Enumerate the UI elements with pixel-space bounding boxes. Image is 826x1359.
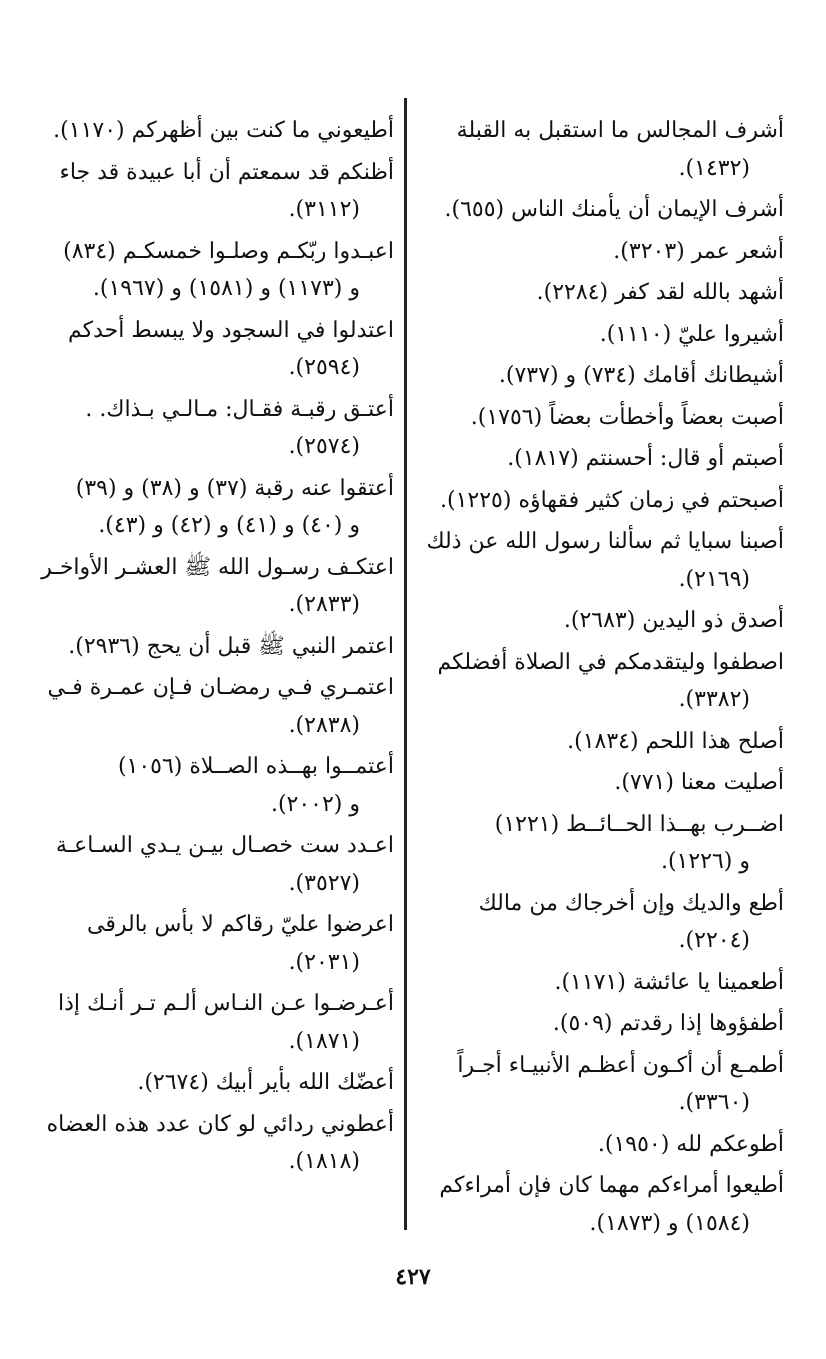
entry-text: اعتدلوا في السجود ولا يبسط أحدكم	[67, 317, 394, 343]
index-entry	[424, 112, 784, 187]
entry-text: أشهد بالله لقد كفر (٢٢٨٤).	[536, 280, 784, 305]
entry-text: أطيعوا أمراءكم مهما كان فإن أمراءكم	[439, 1173, 784, 1198]
index-entry	[424, 723, 784, 761]
entry-reference: و (١٢٢٦).	[660, 849, 750, 874]
entry-reference: (٢٥٧٤).	[288, 434, 360, 459]
index-entry	[424, 1126, 784, 1164]
index-entry	[40, 1064, 394, 1102]
entry-text: أظنكم قد سمعتم أن أبا عبيدة قد جاء	[59, 159, 394, 185]
column-divider	[404, 98, 407, 1230]
entry-reference: و (٢٠٠٢).	[270, 791, 360, 817]
entry-text: أطعمينا يا عائشة (١١٧١).	[554, 969, 784, 995]
entry-text: اضــرب بهــذا الحــائــط (١٢٢١)	[494, 811, 784, 837]
entry-text: اعـدد ست خصـال بيـن يـدي السـاعـة	[55, 833, 394, 858]
index-entry	[424, 440, 784, 478]
index-entry	[424, 482, 784, 520]
left-column	[40, 112, 394, 1231]
index-entry	[424, 357, 784, 395]
entry-reference: (١٨٧١).	[288, 1028, 360, 1054]
index-entry	[424, 523, 784, 598]
entry-text: أعتـق رقبـة فقـال: مـالـي بـذاك. .	[85, 396, 394, 422]
entry-reference: (٣١١٢).	[288, 197, 360, 222]
index-entry	[424, 964, 784, 1002]
entry-text: اعرضوا عليّ رقاكم لا بأس بالرقى	[87, 912, 394, 937]
entry-text: أشيروا عليّ (١١١٠).	[599, 321, 784, 347]
index-entry	[40, 628, 394, 666]
entry-text: أشرف المجالس ما استقبل به القبلة	[456, 118, 784, 143]
index-entry	[424, 644, 784, 719]
index-entry	[424, 1167, 784, 1242]
entry-text: أطوعكم لله (١٩٥٠).	[597, 1131, 784, 1157]
index-entry	[424, 233, 784, 271]
index-entry	[40, 669, 394, 744]
entry-text: اعبـدوا ربّكـم وصلـوا خمسكـم (٨٣٤)	[63, 238, 394, 264]
entry-text: أصلح هذا اللحم (١٨٣٤).	[567, 728, 784, 754]
entry-reference: (٣٣٨٢).	[678, 687, 750, 712]
entry-text: أشيطانك أقامك (٧٣٤) و (٧٣٧).	[498, 363, 784, 388]
index-entry	[40, 112, 394, 150]
entry-text: أشرف الإيمان أن يأمنك الناس (٦٥٥).	[444, 197, 784, 222]
entry-text: أصليت معنا (٧٧١).	[614, 770, 784, 795]
entry-text: أصبنا سبايا ثم سألنا رسول الله عن ذلك	[426, 529, 784, 554]
entry-text: أشعر عمر (٣٢٠٣).	[613, 238, 784, 264]
entry-text: أطيعوني ما كنت بين أظهركم (١١٧٠).	[53, 118, 394, 143]
entry-reference: (٢٨٣٨).	[288, 712, 360, 738]
entry-text: اعتمر النبي ﷺ قبل أن يحج (٢٩٣٦).	[68, 633, 394, 659]
index-entry	[424, 399, 784, 437]
entry-text: أعطوني ردائي لو كان عدد هذه العضاه	[46, 1111, 394, 1137]
index-entry	[40, 154, 394, 229]
index-entry	[40, 827, 394, 902]
entry-reference: (٣٥٢٧).	[288, 870, 360, 896]
entry-text: أعتقوا عنه رقبة (٣٧) و (٣٨) و (٣٩)	[75, 475, 394, 501]
entry-text: اصطفوا وليتقدمكم في الصلاة أفضلكم	[437, 649, 784, 675]
index-entry	[424, 806, 784, 881]
index-entry	[40, 470, 394, 545]
index-entry	[424, 602, 784, 640]
entry-reference: (٢٨٣٣).	[288, 592, 360, 617]
index-entry	[424, 764, 784, 802]
entry-text: أطمـع أن أكـون أعظـم الأنبيـاء أجـراً	[457, 1052, 784, 1078]
entry-text: اعتمـري فـي رمضـان فـإن عمـرة فـي	[47, 675, 394, 700]
page-number: ٤٢٧	[395, 1264, 431, 1290]
entry-reference: و (٤٠) و (٤١) و (٤٢) و (٤٣).	[98, 513, 360, 538]
entry-reference: و (١١٧٣) و (١٥٨١) و (١٩٦٧).	[92, 276, 360, 301]
entry-text: أصدق ذو اليدين (٢٦٨٣).	[563, 608, 784, 633]
index-entry	[40, 906, 394, 981]
index-entry	[40, 748, 394, 823]
entry-reference: (٢٢٠٤).	[678, 928, 750, 953]
entry-text: أصبتم أو قال: أحسنتم (١٨١٧).	[507, 446, 784, 471]
index-entry	[424, 191, 784, 229]
index-entry	[40, 233, 394, 308]
entry-text: أعتمــوا بهــذه الصــلاة (١٠٥٦)	[117, 754, 394, 779]
index-entry	[424, 885, 784, 960]
index-entry	[40, 312, 394, 387]
entry-reference: (٣٣٦٠).	[678, 1090, 750, 1115]
entry-text: أعـرضـوا عـن النـاس ألـم تـر أنـك إذا	[57, 991, 394, 1016]
index-entry	[40, 549, 394, 624]
index-entry	[424, 316, 784, 354]
index-entry	[40, 391, 394, 466]
index-entry	[424, 1005, 784, 1043]
entry-reference: (١٨١٨).	[288, 1149, 360, 1174]
right-column	[424, 112, 784, 1236]
entry-text: أصبحتم في زمان كثير فقهاؤه (١٢٢٥).	[440, 487, 784, 513]
entry-reference: (٢٥٩٤).	[288, 355, 360, 380]
entry-reference: (٢١٦٩).	[678, 566, 750, 592]
entry-text: أعضّك الله بأير أبيك (٢٦٧٤).	[137, 1070, 394, 1095]
entry-text: أطع والديك وإن أخرجاك من مالك	[478, 890, 784, 916]
entry-reference: (١٥٨٤) و (١٨٧٣).	[589, 1210, 750, 1236]
entry-text: أطفؤوها إذا رقدتم (٥٠٩).	[552, 1011, 784, 1036]
entry-reference: (١٤٣٢).	[678, 155, 750, 181]
entry-text: اعتكـف رسـول الله ﷺ العشـر الأواخـر	[41, 554, 394, 580]
index-entry	[40, 1106, 394, 1181]
index-entry	[424, 1047, 784, 1122]
index-entry	[40, 985, 394, 1060]
entry-text: أصبت بعضاً وأخطأت بعضاً (١٧٥٦).	[470, 404, 784, 430]
index-entry	[424, 274, 784, 312]
entry-reference: (٢٠٣١).	[288, 949, 360, 975]
